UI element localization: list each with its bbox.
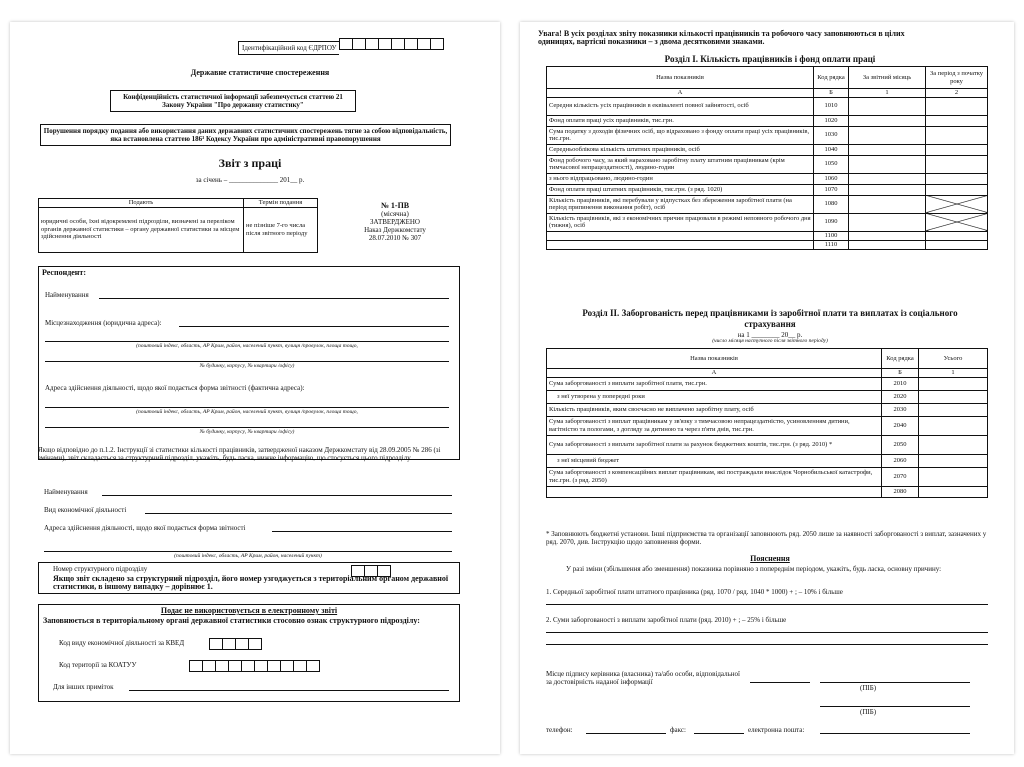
- s2-value-total[interactable]: [919, 454, 988, 467]
- s1-row-code: 1020: [814, 115, 849, 126]
- sub-activity-label: Вид економічної діяльності: [44, 506, 127, 514]
- s2-row: [547, 467, 988, 486]
- addr-hint-4: № будинку, корпусу, № квартири /офісу): [199, 429, 295, 435]
- signer-label: Місце підпису керівника (власника) та/або особи, відповідальної за достовірність наданої інформації: [546, 670, 740, 686]
- s1-value-year[interactable]: [926, 126, 988, 144]
- s1-value-year[interactable]: [926, 173, 988, 184]
- s2-value-total[interactable]: [919, 416, 988, 435]
- s1-row-name: Кількість працівників, які перебували у відпустках без збереження заробітної плати (на період припинення виконання робіт), осіб: [547, 195, 814, 213]
- s2-row-code: 2070: [882, 467, 919, 486]
- expl-line-3[interactable]: [546, 644, 988, 645]
- submit-text: юридичні особи, їхні відокремлені підрозділи, визначені за переліком органів державної статистики – органу державної статистики за місцем здійснення діяльності: [39, 207, 244, 252]
- s2-row: [547, 377, 988, 390]
- form-no: № 1-ПВ: [380, 201, 410, 210]
- s1-row-name: Кількість працівників, які з економічних причин працювали в режимі неповного робочого дня (тижня), осіб: [547, 213, 814, 231]
- other-label: Для інших приміток: [53, 683, 114, 691]
- left-title: Державне статистичне спостереження: [190, 68, 330, 77]
- s1-row-name: Середньооблікова кількість штатних працівників, осіб: [547, 144, 814, 155]
- s1-row-name: Фонд оплати праці усіх працівників, тис.грн.: [547, 115, 814, 126]
- s1-value-year[interactable]: [926, 144, 988, 155]
- s1-value-year[interactable]: [926, 240, 988, 249]
- s2-letter: Б: [882, 369, 919, 378]
- s2-row-name: Кількість працівників, яким своєчасно не виплачено заробітну плату, осіб: [547, 403, 882, 416]
- s2-row-name: Сума заборгованості з виплати заробітної плати за рахунок бюджетних коштів, тис.грн. (з ряд. 2010) *: [547, 435, 882, 454]
- edrpou-block: [238, 37, 444, 55]
- addr-hint-2: № будинку, корпусу, № квартири /офісу): [199, 363, 295, 369]
- s1-row: [547, 184, 988, 195]
- fax-line[interactable]: [694, 733, 744, 734]
- name-line[interactable]: [99, 298, 449, 299]
- kved-cells[interactable]: [209, 637, 262, 655]
- s2-value-total[interactable]: [919, 467, 988, 486]
- location-label: Місцезнаходження (юридична адреса):: [45, 319, 162, 327]
- s1-letter: 2: [926, 89, 988, 98]
- s2-value-total[interactable]: [919, 486, 988, 497]
- s1-row-name: Середня кількість усіх працівників в еквіваленті повної зайнятості, осіб: [547, 97, 814, 115]
- location-line-3[interactable]: [45, 361, 449, 362]
- section1-table: [546, 66, 988, 250]
- s1-row-code: 1040: [814, 144, 849, 155]
- s1-row-code: 1080: [814, 195, 849, 213]
- s1-row-name: [547, 240, 814, 249]
- section1-title: Розділ І. Кількість працівників і фонд оплати праці: [664, 54, 876, 64]
- s1-value-month[interactable]: [849, 97, 926, 115]
- form-freq: (місячна): [381, 210, 409, 218]
- s1-value-month[interactable]: [849, 115, 926, 126]
- section2-date: на 1 ________ 20__ р.: [737, 331, 803, 339]
- s1-row-code: 1070: [814, 184, 849, 195]
- s1-row-code: 1030: [814, 126, 849, 144]
- sub-activity-line[interactable]: [145, 513, 452, 514]
- territorial-box: [38, 604, 460, 702]
- s1-row-name: з нього відпрацьовано, людино-годин: [547, 173, 814, 184]
- s1-row: [547, 195, 988, 213]
- explanation-title: Пояснення: [750, 554, 790, 563]
- order-date: 28.07.2010 № 307: [368, 234, 422, 242]
- sub-addr-label: Адреса здійснення діяльності, щодо якої подається форма звітності: [44, 524, 246, 532]
- s2-letter: А: [547, 369, 882, 378]
- s1-value-year[interactable]: [926, 155, 988, 173]
- s1-value-year[interactable]: [926, 184, 988, 195]
- submit-table: [38, 198, 318, 253]
- s1-letter: 1: [849, 89, 926, 98]
- explanation-2: 2. Суми заборгованості з виплати заробітної плати (ряд. 2010) + ; – 25% і більше: [546, 616, 787, 624]
- s1-row-name: Фонд оплати праці штатних працівників, тис.грн. (з ряд. 1020): [547, 184, 814, 195]
- s2-row: [547, 416, 988, 435]
- s1-letter: Б: [814, 89, 849, 98]
- s2-row-name: з неї місцевий бюджет: [547, 454, 882, 467]
- report-period: за січень – ______________ 201__ р.: [195, 176, 305, 184]
- pib-label-1: (ПІБ): [860, 684, 877, 692]
- s1-value-month[interactable]: [849, 155, 926, 173]
- s1-row-name: [547, 231, 814, 240]
- explanation-text: У разі зміни (збільшення або зменшення) показника порівняно з попереднім періодом, укажіть, будь ласка, основну причину:: [566, 565, 942, 573]
- s2-header-name: Назва показників: [547, 349, 882, 369]
- s2-row: [547, 403, 988, 416]
- s1-value-year[interactable]: [926, 231, 988, 240]
- s1-row-code: 1010: [814, 97, 849, 115]
- s2-row-code: 2060: [882, 454, 919, 467]
- addr-hint-3: (поштовий індекс, область, АР Крим, район, населений пункт, вулиця /провулок, площа тощо,: [136, 409, 358, 415]
- struct-box: [38, 562, 460, 594]
- sub-name-line[interactable]: [102, 495, 452, 496]
- respondent-label: Респондент:: [42, 268, 86, 277]
- s1-value-month[interactable]: [849, 213, 926, 231]
- sub-name-label: Найменування: [44, 488, 88, 496]
- signature-line[interactable]: [750, 682, 810, 683]
- s1-row-code: 1090: [814, 213, 849, 231]
- other-line[interactable]: [129, 690, 449, 691]
- s1-row-code: 1060: [814, 173, 849, 184]
- expl-line-2[interactable]: [546, 632, 988, 633]
- s1-row-code: 1110: [814, 240, 849, 249]
- activity-line-2[interactable]: [45, 427, 449, 428]
- s2-row-code: 2040: [882, 416, 919, 435]
- s2-row-name: з неї утворена у попередні роки: [547, 390, 882, 403]
- struct-no-label: Номер структурного підрозділу: [53, 565, 148, 573]
- s1-header-code: Код рядка: [814, 67, 849, 89]
- submit-header: Подають: [39, 199, 244, 208]
- s2-row: [547, 486, 988, 497]
- s1-row: [547, 173, 988, 184]
- order: Наказ Держкомстату: [364, 226, 426, 234]
- s2-row-code: 2020: [882, 390, 919, 403]
- explanation-1: 1. Середньої заробітної плати штатного працівника (ряд. 1070 / ряд. 1040 * 1000) + ; – 10% і більше: [546, 588, 843, 596]
- violation-box: Порушення порядку подання або використання даних державних статистичних спостережень тягне за собою відповідальність, яка встановлена статтею 186³ Кодексу України про адміністративні правопорушення: [40, 124, 451, 146]
- activity-addr-label: Адреса здійснення діяльності, щодо якої подається форма звітності (фактична адреса):: [45, 384, 305, 392]
- s1-value-month[interactable]: [849, 240, 926, 249]
- s1-value-month[interactable]: [849, 173, 926, 184]
- s1-header-name: Назва показників: [547, 67, 814, 89]
- s1-value-year[interactable]: [926, 195, 988, 213]
- addr-hint-5: (поштовий індекс, область, АР Крим, район, населений пункт): [174, 553, 322, 559]
- phone-line[interactable]: [586, 733, 666, 734]
- approved: ЗАТВЕРДЖЕНО: [370, 218, 420, 226]
- s2-row-code: 2010: [882, 377, 919, 390]
- s2-header-code: Код рядка: [882, 349, 919, 369]
- s1-value-month[interactable]: [849, 231, 926, 240]
- koatuu-cells[interactable]: [189, 659, 320, 677]
- email-label: електронна пошта:: [748, 726, 805, 734]
- activity-line[interactable]: [45, 407, 449, 408]
- s1-row-name: Фонд робочого часу, за який нараховано заробітну плату штатним працівникам (крім тимчасової непрацездатності), людино-годин: [547, 155, 814, 173]
- expl-line-1[interactable]: [546, 604, 988, 605]
- s1-letter: А: [547, 89, 814, 98]
- s1-value-month[interactable]: [849, 126, 926, 144]
- s1-row: [547, 144, 988, 155]
- s2-value-total[interactable]: [919, 390, 988, 403]
- s2-value-total[interactable]: [919, 403, 988, 416]
- s1-row-code: 1100: [814, 231, 849, 240]
- s2-value-total[interactable]: [919, 377, 988, 390]
- fill-by-label: Заповнюється в територіальному органі державної статистики стосовно ознак структурного підрозділу:: [43, 616, 420, 625]
- koatuu-label: Код території за КОАТУУ: [59, 661, 137, 669]
- s2-row-name: [547, 486, 882, 497]
- phone-label: телефон:: [546, 726, 573, 734]
- report-title: Звіт з праці: [218, 156, 282, 170]
- s2-header-total: Усього: [919, 349, 988, 369]
- s2-row-name: Сума заборгованості з виплат працівникам у зв'язку з тимчасовою непрацездатністю, усиновленням дитини, вагітністю та пологами, з догляду за дитиною та через п'яти днів, тис.грн.: [547, 416, 882, 435]
- s2-letter: 1: [919, 369, 988, 378]
- s2-row: [547, 435, 988, 454]
- s1-header-month: За звітний місяць: [849, 67, 926, 89]
- sub-addr-line[interactable]: [272, 531, 452, 532]
- s1-row: [547, 231, 988, 240]
- s1-row: [547, 126, 988, 144]
- s1-row-name: Сума податку з доходів фізичних осіб, що відраховано з фонду оплати праці усіх працівників, тис.грн.: [547, 126, 814, 144]
- s2-row-code: 2080: [882, 486, 919, 497]
- email-line[interactable]: [820, 733, 970, 734]
- name-label: Найменування: [45, 291, 89, 299]
- s1-header-year: За період з початку року: [926, 67, 988, 89]
- s1-value-month[interactable]: [849, 144, 926, 155]
- pib-label-2: (ПІБ): [860, 708, 877, 716]
- deadline-text: не пізніше 7-го числа після звітного періоду: [244, 207, 318, 252]
- pib-line-2[interactable]: [820, 706, 970, 707]
- s1-value-year[interactable]: [926, 213, 988, 231]
- electronic-note: Подає не використовується в електронному звіті: [160, 606, 338, 615]
- s2-row: [547, 390, 988, 403]
- s1-row: [547, 240, 988, 249]
- section2-title: Розділ ІІ. Заборгованість перед працівниками із заробітної плати та виплатах із соціального страхування: [582, 308, 958, 329]
- s1-value-month[interactable]: [849, 184, 926, 195]
- section2-table: [546, 348, 988, 498]
- instruction-text: Якщо відповідно до п.1.2. Інструкції зі статистики кількості працівників, затвердженої наказом Держкомстату від 28.09.2005 № 286 (зі змінами), звіт складається за структурний підрозділ, укажіть, будь ласка, нижче інформацію, що стосується цього підрозділу: [38, 446, 441, 462]
- s2-row-name: Сума заборгованості з виплати заробітної плати, тис.грн.: [547, 377, 882, 390]
- edrpou-label: Ідентифікаційний код ЄДРПОУ: [238, 41, 339, 55]
- s1-value-month[interactable]: [849, 195, 926, 213]
- location-line-2[interactable]: [45, 341, 449, 342]
- s2-row-code: 2050: [882, 435, 919, 454]
- section2-date-hint: (число місяця наступного після звітного періоду): [712, 338, 828, 344]
- footnote: * Заповнюють бюджетні установи. Інші підприємства та організації заповнюють ряд. 2050 лише за наявності заборгованості з виплат, зазначених у ряд. 2070, див. Інструкцію щодо заповнення форми.: [546, 530, 987, 546]
- s2-value-total[interactable]: [919, 435, 988, 454]
- sub-addr-line-2[interactable]: [44, 551, 452, 552]
- addr-hint-1: (поштовий індекс, область, АР Крим, район, населений пункт, вулиця /провулок, площа тощо,: [136, 343, 358, 349]
- right-page: [520, 22, 1014, 754]
- s1-row: [547, 155, 988, 173]
- s1-row: [547, 97, 988, 115]
- s1-value-year[interactable]: [926, 97, 988, 115]
- warning-text: Увага! В усіх розділах звіту показники кількості працівників та робочого часу заповнюються в цілих одиницях, вартісні показники – з двома десятковими знаками.: [538, 29, 905, 46]
- s1-row: [547, 213, 988, 231]
- location-line[interactable]: [179, 326, 449, 327]
- respondent-box: [38, 266, 460, 460]
- struct-note: Якщо звіт складено за структурний підрозділ, його номер узгоджується з територіальним органом державної статистики, в іншому випадку – дорівнює 1.: [53, 574, 449, 591]
- s2-row-name: Сума заборгованості з компенсаційних виплат працівникам, які постраждали внаслідок Чорнобильської катастрофи, тис.грн. (з ряд. 2050): [547, 467, 882, 486]
- s1-row-code: 1050: [814, 155, 849, 173]
- pib-line-1[interactable]: [820, 682, 970, 683]
- s1-value-year[interactable]: [926, 115, 988, 126]
- s1-row: [547, 115, 988, 126]
- confidential-box: Конфіденційність статистичної інформації забезпечується статтею 21 Закону України "Про державну статистику": [110, 90, 356, 112]
- s2-row: [547, 454, 988, 467]
- s2-row-code: 2030: [882, 403, 919, 416]
- fax-label: факс:: [670, 726, 686, 734]
- deadline-header: Термін подання: [244, 199, 318, 208]
- kved-label: Код виду економічної діяльності за КВЕД: [59, 639, 185, 647]
- left-page: [10, 22, 500, 754]
